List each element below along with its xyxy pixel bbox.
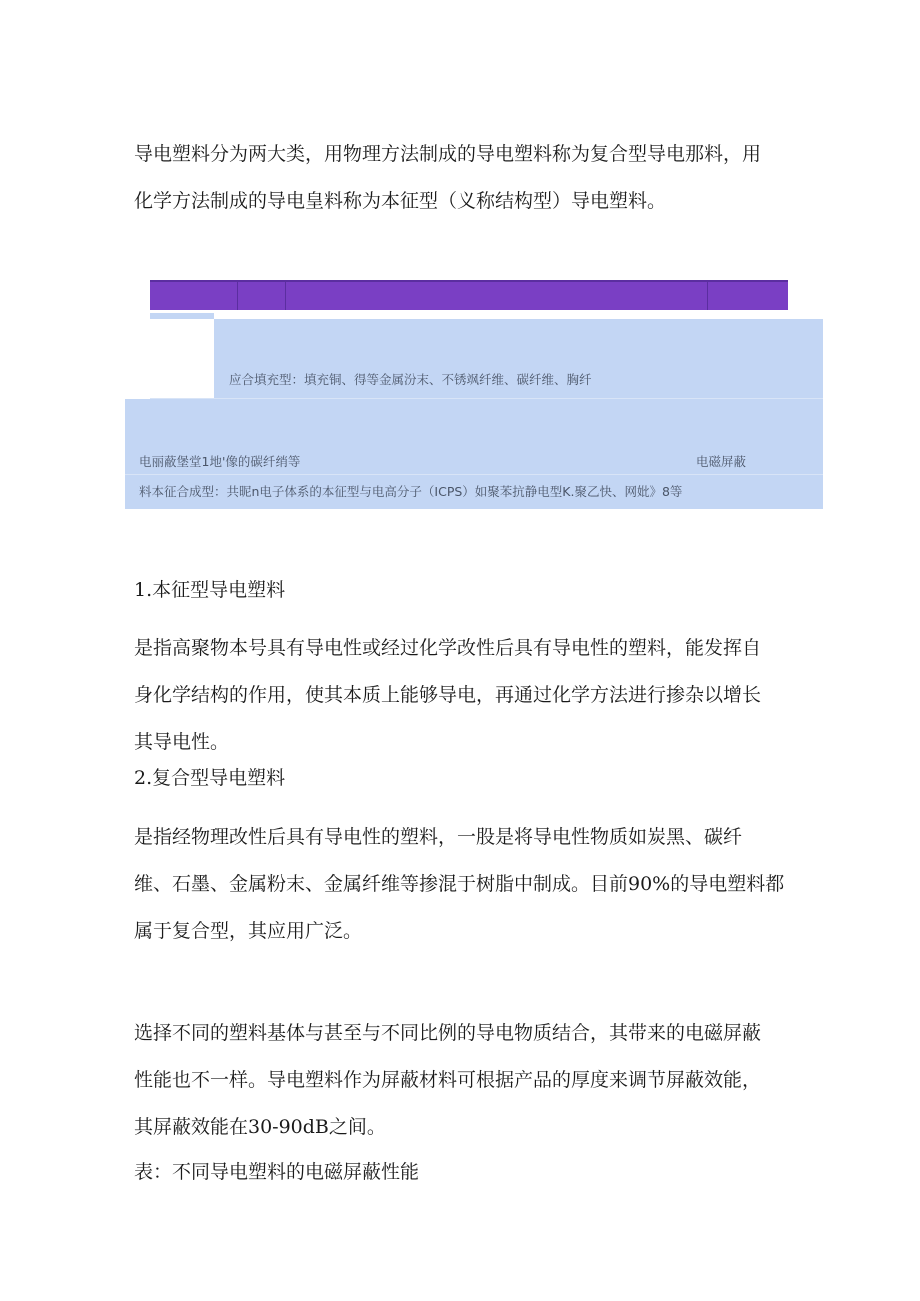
table-cell-shield-usage: 电磁屏蔽 [696, 454, 747, 469]
shielding-paragraph [134, 1010, 804, 1151]
text-line: 导电塑料分为两大类，用物理方法制成的导电塑料称为复合型导电那料，用 [134, 143, 762, 165]
section-heading: 1.本征型导电塑料 [134, 579, 286, 601]
text-line: 身化学结构的作用，使其本质上能够导电，再通过化学方法进行掺杂以增长 [134, 684, 762, 706]
text-line: 其导电性。 [134, 731, 230, 753]
table-header-usage [708, 282, 788, 310]
text-line: 化学方法制成的导电皇料称为本征型（义称结构型）导电塑料。 [134, 190, 667, 212]
text-line: 属于复合型，其应用广泛。 [134, 920, 363, 942]
text-line: 选择不同的塑料基体与甚至与不同比例的导电物质结合，其带来的电磁屏蔽 [134, 1022, 762, 1044]
text-line: 其屏蔽效能在30-90dB之间。 [134, 1116, 386, 1138]
text-line: 性能也不一样。导电塑料作为屏蔽材料可根据产品的厚度来调节屏蔽效能， [134, 1069, 762, 1091]
row-divider [125, 474, 823, 475]
table-caption [134, 1160, 804, 1185]
table-cell-shield-desc: 电丽蔽堡堂1地'像的碳纤绡等 [139, 454, 301, 469]
table-header-product [150, 282, 238, 310]
table-header-description [286, 282, 708, 310]
intro-paragraph [134, 131, 804, 225]
table-header-category [238, 282, 286, 310]
table-cell-intrinsic: 料本征合成型：共昵n电子体系的本征型与电高分子（ICPS）如聚苯抗静电型K.聚乙快、网妣》8等 [139, 484, 683, 499]
section-heading: 2.复合型导电塑料 [134, 767, 286, 789]
section1-body [134, 625, 804, 766]
section1-heading [134, 578, 804, 603]
section2-heading [134, 766, 804, 791]
text-line: 维、石墨、金属粉末、金属纤维等掺混于树脂中制成。目前90%的导电塑料都 [134, 873, 785, 895]
row-divider [150, 398, 823, 399]
text-line: 是指高聚物本号具有导电性或经过化学改性后具有导电性的塑料，能发挥自 [134, 637, 762, 659]
table-body-block [150, 313, 214, 319]
table-header-row [150, 280, 788, 310]
text-line: 是指经物理改性后具有导电性的塑料，一股是将导电性物质如炭黑、碳纤 [134, 826, 743, 848]
caption-text: 表：不同导电塑料的电磁屏蔽性能 [134, 1161, 420, 1183]
section2-body [134, 814, 804, 955]
table-cell-filler: 应合填充型：填充铜、得等金属汾末、不锈飒纤维、碳纤维、胸纤 [229, 372, 592, 387]
